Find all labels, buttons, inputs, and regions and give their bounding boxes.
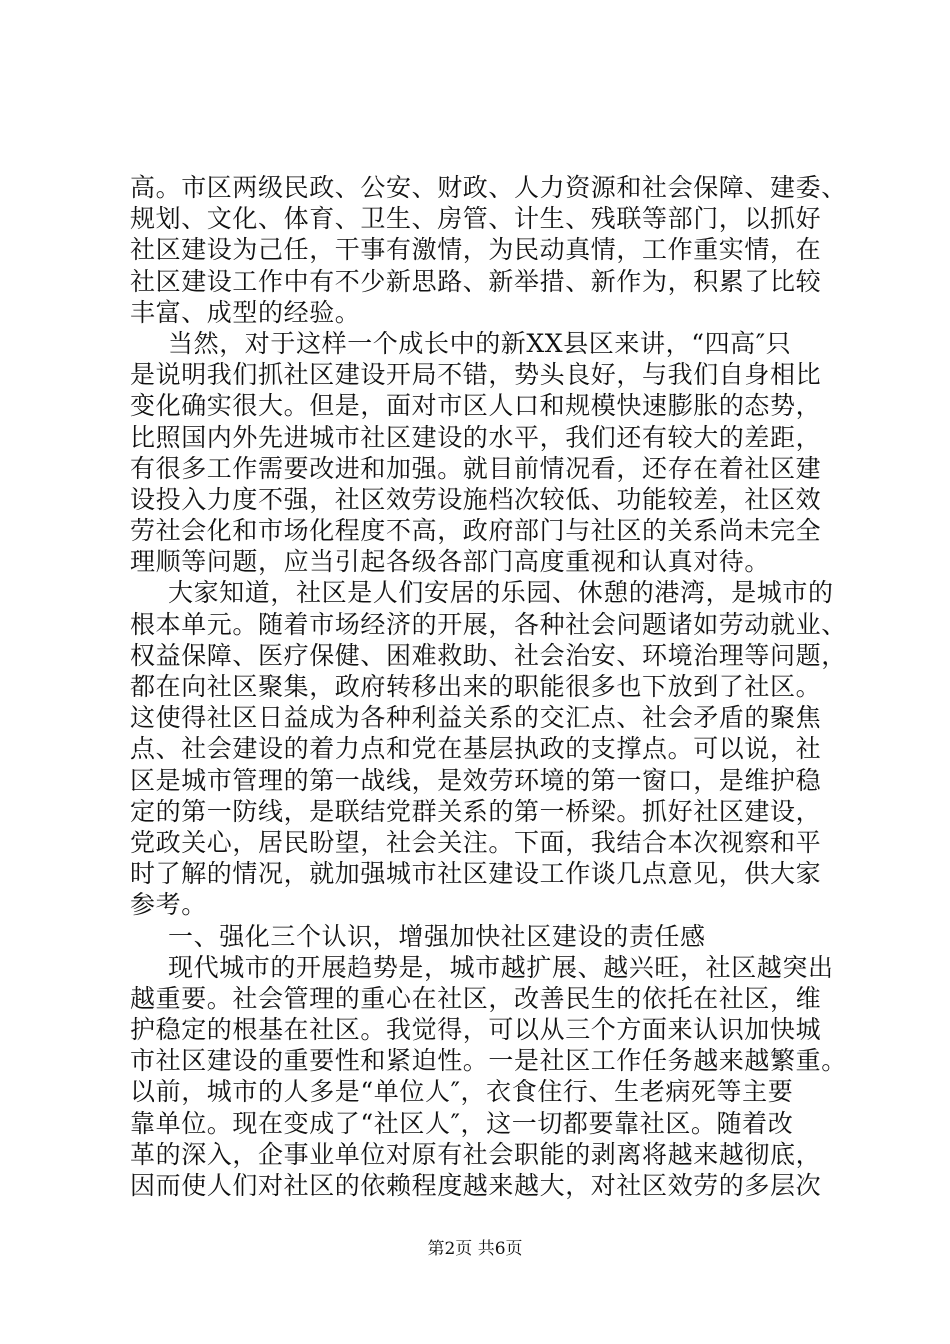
paragraph-first-line: 大家知道，社区是人们安居的乐园、休憩的港湾，是城市的 (168, 578, 834, 608)
text-line: 靠单位。现在变成了“社区人″，这一切都要靠社区。随着改 (130, 1108, 794, 1138)
text-line: 比照国内外先进城市社区建设的水平，我们还有较大的差距， (130, 422, 822, 452)
text-line: 护稳定的根基在社区。我觉得，可以从三个方面来认识加快城 (130, 1015, 822, 1045)
text-line: 丰富、成型的经验。 (130, 297, 361, 327)
text-line: 以前，城市的人多是“单位人″，衣食住行、生老病死等主要 (130, 1077, 794, 1107)
text-line: 革的深入，企事业单位对原有社会职能的剥离将越来越彻底， (130, 1139, 822, 1169)
text-line: 设投入力度不强，社区效劳设施档次较低、功能较差，社区效 (130, 484, 822, 514)
text-line: 都在向社区聚集，政府转移出来的职能很多也下放到了社区。 (130, 672, 822, 701)
section-heading: 一、强化三个认识，增强加快社区建设的责任感 (168, 921, 706, 951)
text-line: 因而使人们对社区的依赖程度越来越大，对社区效劳的多层次 (130, 1171, 822, 1200)
text-line: 市社区建设的重要性和紧迫性。一是社区工作任务越来越繁重。 (130, 1046, 847, 1076)
text-line: 权益保障、医疗保健、困难救助、社会治安、环境治理等问题， (130, 640, 847, 670)
text-line: 参考。 (130, 890, 207, 920)
text-line: 规划、文化、体育、卫生、房管、计生、残联等部门，以抓好 (130, 204, 822, 234)
text-line: 社区建设工作中有不少新思路、新举措、新作为，积累了比较 (130, 266, 822, 296)
text-line: 这使得社区日益成为各种利益关系的交汇点、社会矛盾的聚焦 (130, 703, 822, 733)
paragraph-first-line: 当然，对于这样一个成长中的新XX县区来讲，“四高″只 (168, 328, 792, 358)
text-line: 越重要。社会管理的重心在社区，改善民生的依托在社区，维 (130, 983, 822, 1013)
text-line: 是说明我们抓社区建设开局不错，势头良好，与我们自身相比 (130, 360, 822, 390)
paragraph-first-line: 现代城市的开展趋势是，城市越扩展、越兴旺，社区越突出 (168, 952, 834, 982)
page-number-footer: 第2页 共6页 (427, 1239, 523, 1259)
text-line: 时了解的情况，就加强城市社区建设工作谈几点意见，供大家 (130, 859, 822, 889)
text-line: 有很多工作需要改进和加强。就目前情况看，还存在着社区建 (130, 453, 822, 483)
text-line: 定的第一防线，是联结党群关系的第一桥梁。抓好社区建设， (130, 796, 822, 826)
text-line: 理顺等问题，应当引起各级各部门高度重视和认真对待。 (130, 547, 771, 577)
text-line: 党政关心，居民盼望，社会关注。下面，我结合本次视察和平 (130, 827, 822, 857)
text-line: 劳社会化和市场化程度不高，政府部门与社区的关系尚未完全 (130, 516, 822, 546)
document-body (130, 172, 847, 1201)
text-line: 社区建设为己任，干事有激情，为民动真情，工作重实情，在 (130, 235, 822, 265)
text-line: 变化确实很大。但是，面对市区人口和规模快速膨胀的态势， (130, 391, 822, 421)
text-line: 区是城市管理的第一战线，是效劳环境的第一窗口，是维护稳 (130, 765, 822, 795)
text-line: 点、社会建设的着力点和党在基层执政的支撑点。可以说，社 (130, 734, 822, 764)
text-line: 根本单元。随着市场经济的开展，各种社会问题诸如劳动就业、 (130, 609, 847, 639)
text-line: 高。市区两级民政、公安、财政、人力资源和社会保障、建委、 (130, 173, 847, 202)
